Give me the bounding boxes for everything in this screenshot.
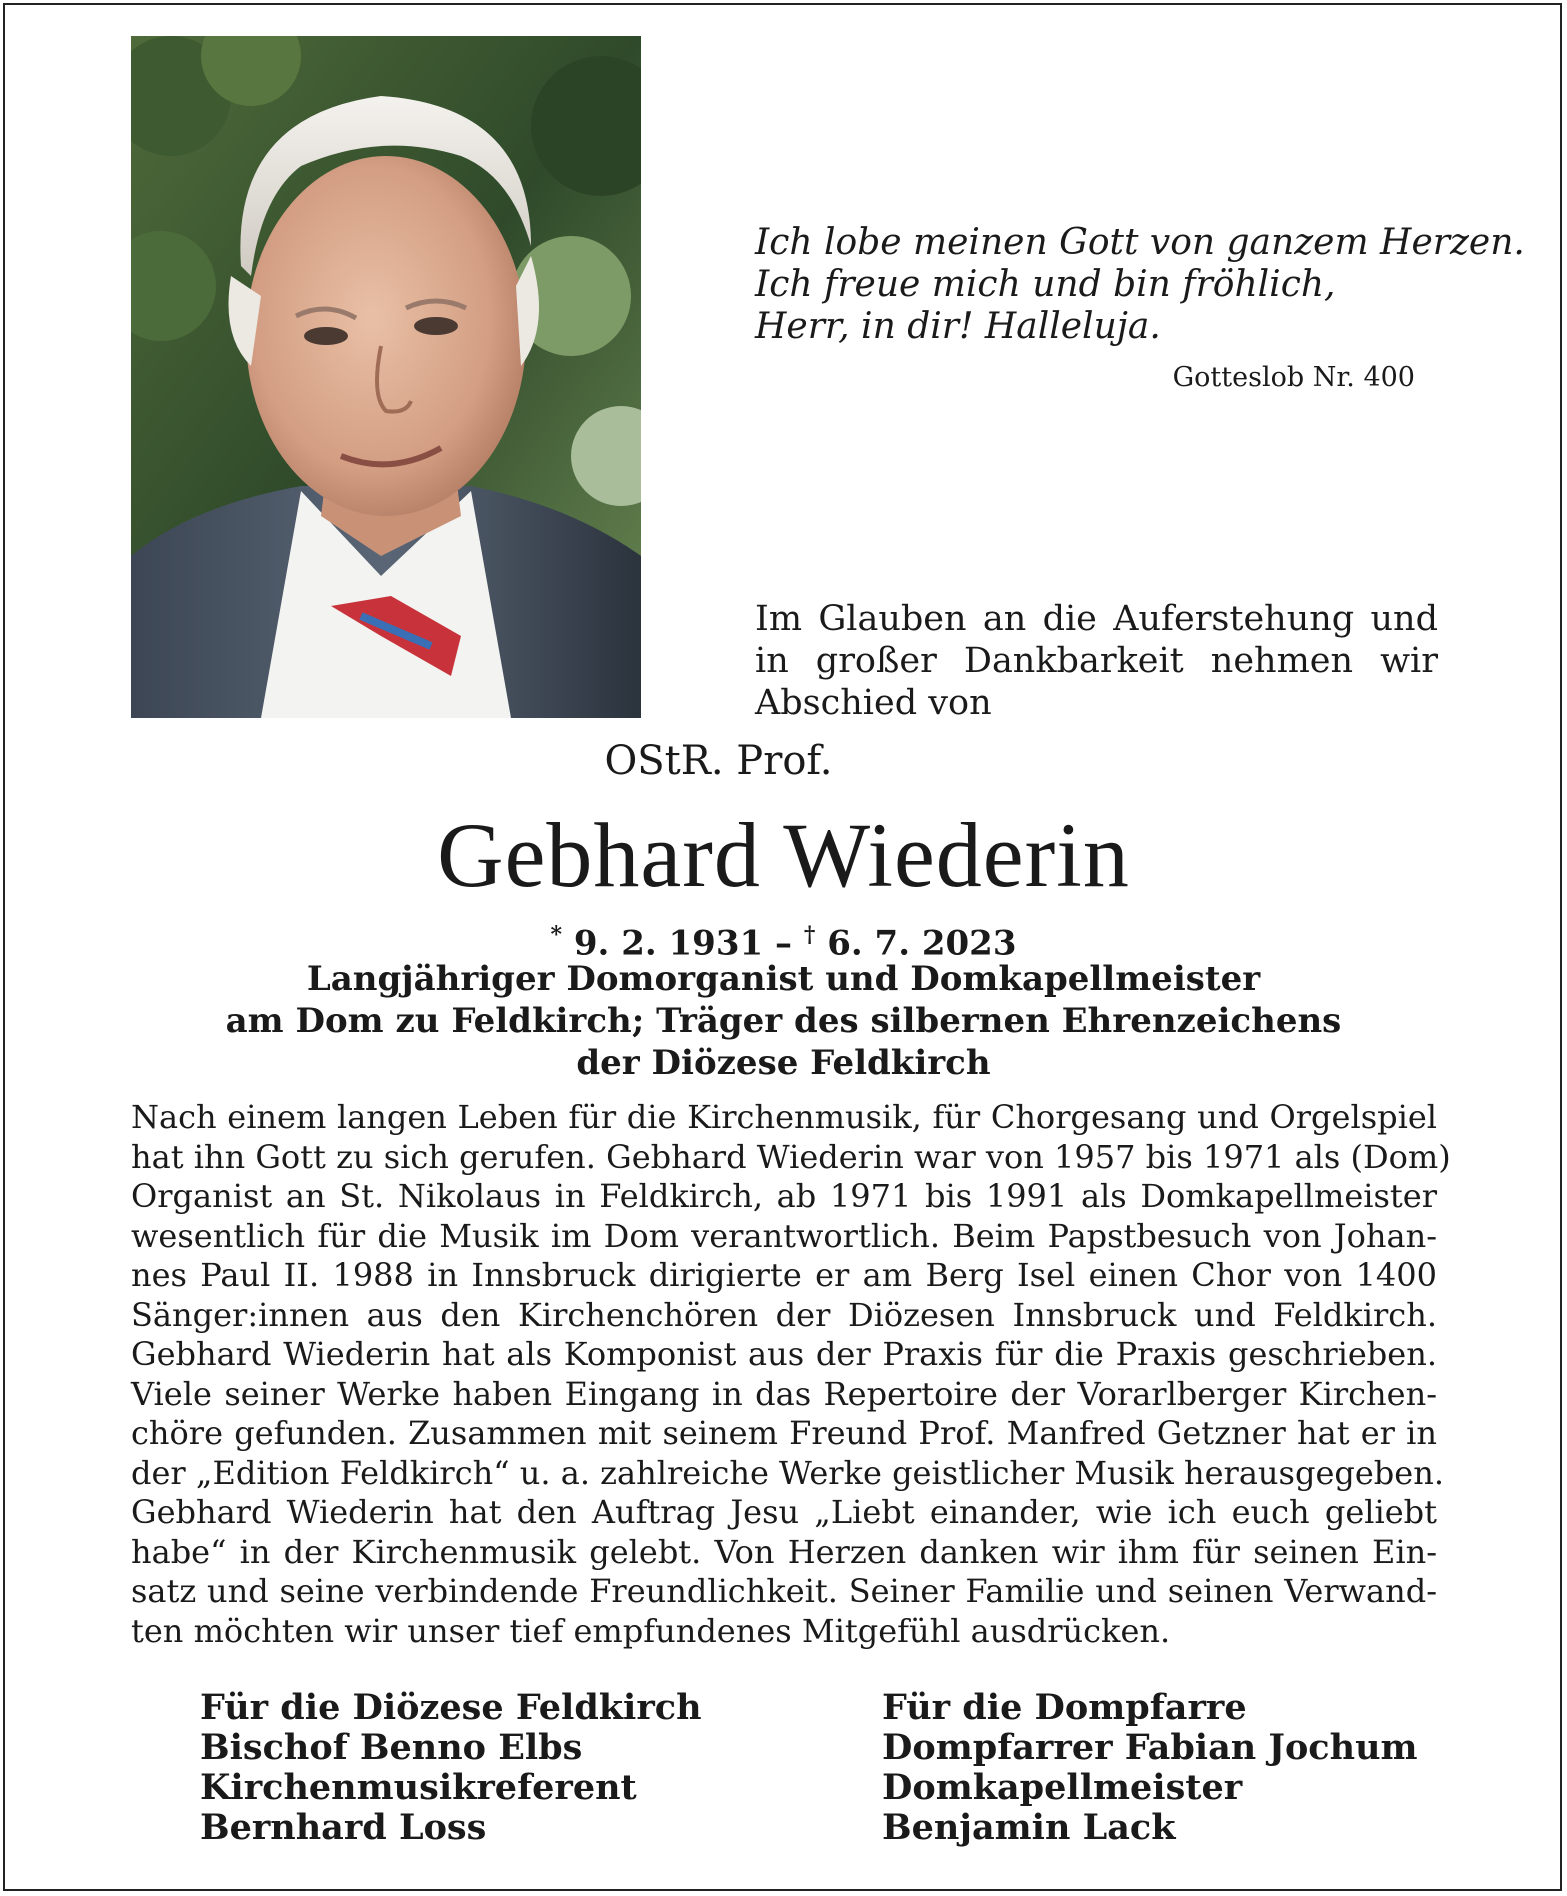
- signature-line: Dompfarrer Fabian Jochum: [882, 1727, 1418, 1768]
- body-line: Gebhard Wiederin hat den Auftrag Jesu „Liebt einander, wie ich euch geliebt: [131, 1493, 1437, 1531]
- deceased-name: Gebhard Wiederin: [437, 804, 1130, 906]
- body-line: wesentlich für die Musik im Dom verantwortlich. Beim Papstbesuch von Johan-: [131, 1216, 1437, 1255]
- body-line: hat ihn Gott zu sich gerufen. Gebhard Wiederin war von 1957 bis 1971 als (Dom): [131, 1137, 1451, 1176]
- intro-text: [755, 598, 1438, 724]
- body-line: Gebhard Wiederin hat als Komponist aus der Praxis für die Praxis geschrieben.: [131, 1335, 1437, 1373]
- intro-line: Im Glauben an die Auferstehung und: [755, 599, 1438, 639]
- body-line: habe“ in der Kirchenmusik gelebt. Von Herzen danken wir ihm für seinen Ein-: [131, 1532, 1437, 1571]
- date-separator: –: [763, 923, 804, 964]
- obituary-body: [131, 1098, 1451, 1651]
- body-line: ten möchten wir unser tief empfundenes Mitgefühl ausdrücken.: [131, 1611, 1171, 1650]
- quote-line: Ich lobe meinen Gott von ganzem Herzen.: [755, 222, 1525, 263]
- body-line: Nach einem langen Leben für die Kirchenmusik, für Chorgesang und Orgelspiel: [131, 1098, 1437, 1136]
- body-line: satz und seine verbindende Freundlichkeit. Seiner Familie und seinen Verwand-: [131, 1572, 1437, 1610]
- signature-line: Kirchenmusikreferent: [200, 1767, 637, 1808]
- signature-parish: [882, 1688, 1418, 1848]
- signature-line: Bischof Benno Elbs: [200, 1727, 583, 1768]
- body-line: der „Edition Feldkirch“ u. a. zahlreiche Werke geistlicher Musik herausgegeben.: [131, 1453, 1444, 1492]
- role-description: [0, 958, 1567, 1084]
- role-line: der Diözese Feldkirch: [576, 1043, 991, 1083]
- signature-line: Benjamin Lack: [882, 1807, 1176, 1848]
- body-line: chöre gefunden. Zusammen mit seinem Freund Prof. Manfred Getzner hat er in: [131, 1414, 1437, 1452]
- signature-diocese: [200, 1688, 702, 1848]
- body-line: Viele seiner Werke haben Eingang in das Repertoire der Vorarlberger Kirchen-: [131, 1374, 1437, 1413]
- quote-source: Gotteslob Nr. 400: [1172, 362, 1415, 393]
- portrait-photo: [131, 36, 641, 718]
- signature-line: Für die Dompfarre: [882, 1687, 1247, 1728]
- academic-title: OStR. Prof.: [604, 738, 833, 784]
- intro-line: in großer Dankbarkeit nehmen wir: [755, 641, 1438, 681]
- birth-symbol: *: [550, 922, 563, 948]
- body-line: Sänger:innen aus den Kirchenchören der Diözesen Innsbruck und Feldkirch.: [131, 1295, 1437, 1334]
- role-line: am Dom zu Feldkirch; Träger des silbernen Ehrenzeichens: [225, 1001, 1342, 1041]
- death-date: 6. 7. 2023: [827, 923, 1017, 964]
- intro-line: Abschied von: [755, 683, 992, 723]
- body-line: Organist an St. Nikolaus in Feldkirch, ab 1971 bis 1991 als Domkapellmeister: [131, 1177, 1437, 1215]
- birth-date: 9. 2. 1931: [573, 923, 764, 964]
- quote-line: Herr, in dir! Halleluja.: [755, 306, 1161, 347]
- signature-line: Domkapellmeister: [882, 1767, 1243, 1808]
- body-line: nes Paul II. 1988 in Innsbruck dirigierte er am Berg Isel einen Chor von 1400: [131, 1256, 1437, 1294]
- signature-line: Für die Diözese Feldkirch: [200, 1687, 702, 1728]
- signature-line: Bernhard Loss: [200, 1807, 487, 1848]
- role-line: Langjähriger Domorganist und Domkapellmeister: [306, 959, 1261, 999]
- scripture-quote: [755, 222, 1525, 348]
- death-symbol: †: [803, 922, 816, 948]
- quote-line: Ich freue mich und bin fröhlich,: [755, 264, 1336, 305]
